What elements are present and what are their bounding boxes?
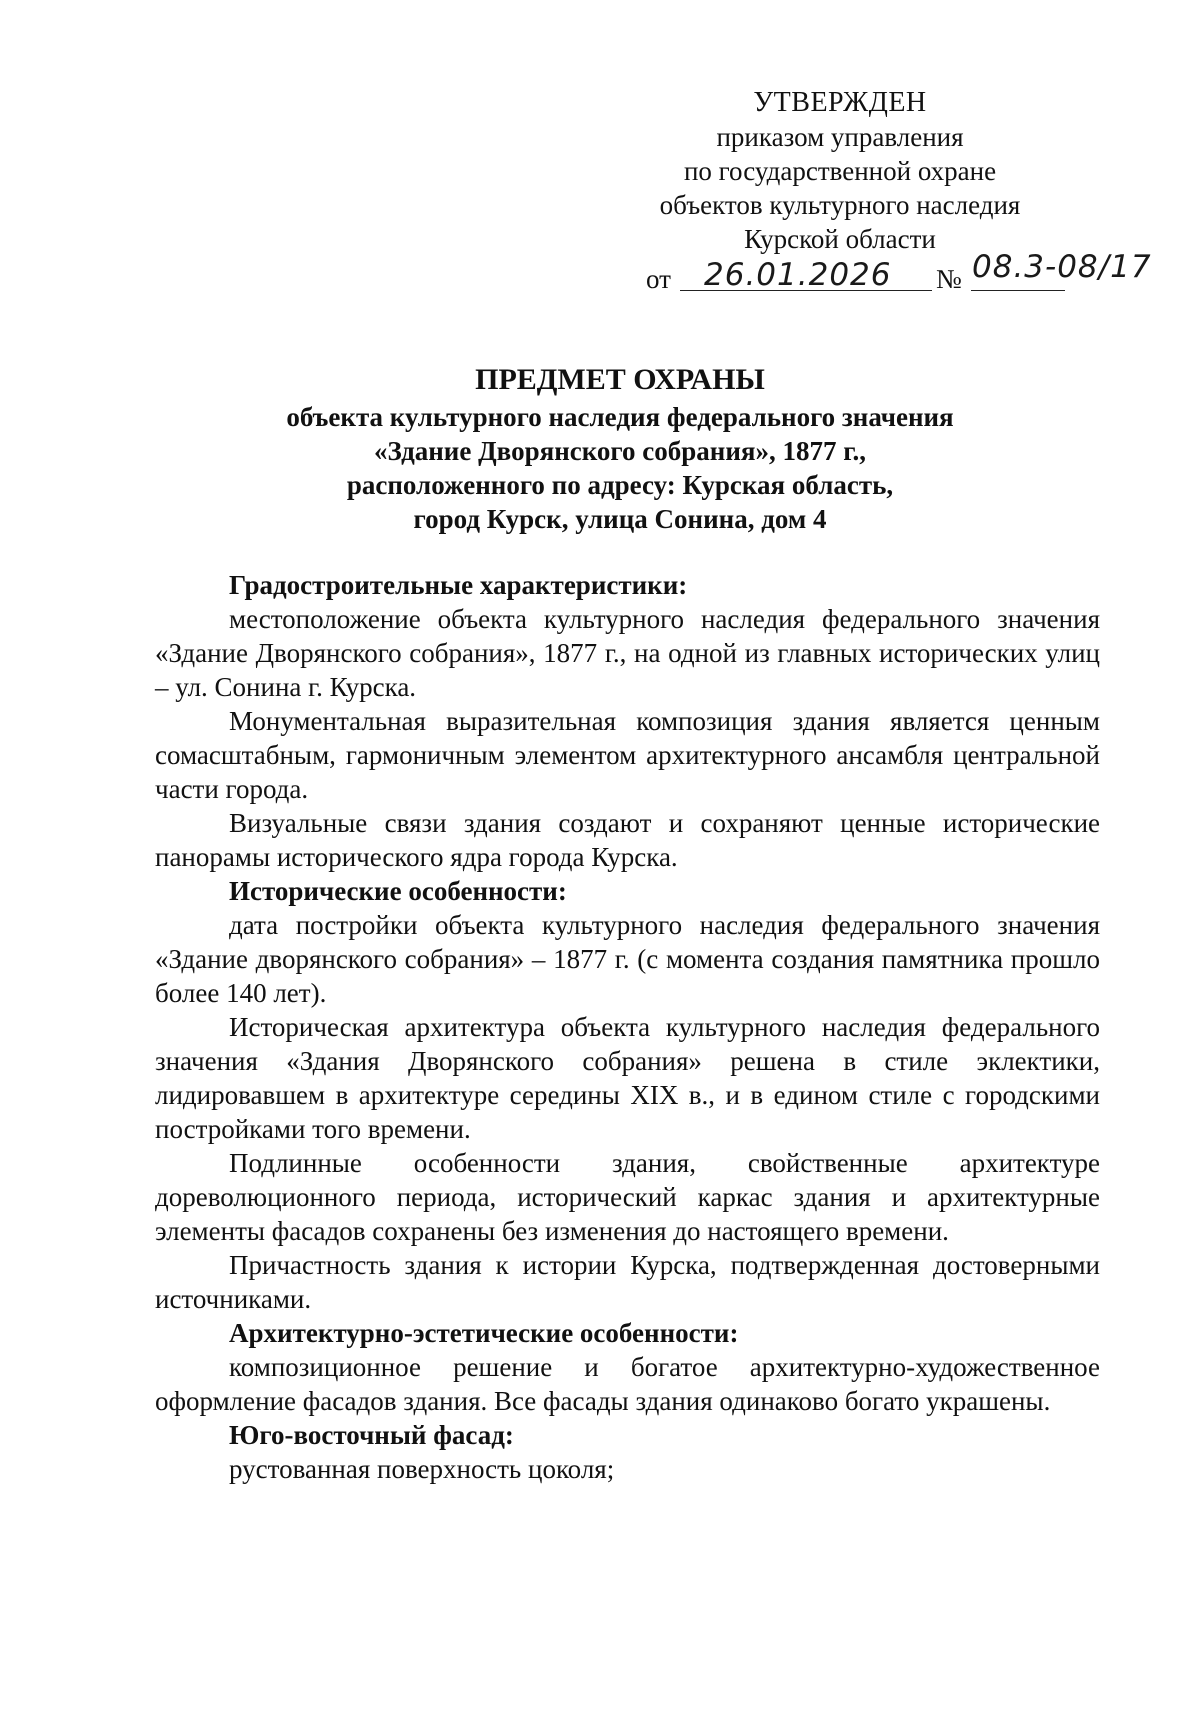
document-title-block (140, 360, 1100, 536)
order-date-number-row (646, 249, 1166, 298)
approval-line: по государственной охране (683, 156, 997, 186)
paragraph: местоположение объекта культурного наследия федерального значения «Здание Дворянского собрания», 1877 г., на одной из главных исторических улиц – ул. Сонина г. Курска. (155, 604, 1100, 702)
date-prefix: от (646, 264, 671, 294)
document-body (155, 568, 1100, 1486)
title-line: расположенного по адресу: Курская область, (346, 470, 894, 500)
approval-block (600, 86, 1080, 256)
paragraph: дата постройки объекта культурного наследия федерального значения «Здание дворянского собрания» – 1877 г. (с момента создания памятника прошло более 140 лет). (155, 910, 1100, 1008)
number-underline (971, 290, 1065, 291)
paragraph: рустованная поверхность цоколя; (229, 1454, 615, 1484)
section-heading-historical: Исторические особенности: (229, 876, 567, 906)
section-heading-urban-planning: Градостроительные характеристики: (229, 570, 688, 600)
paragraph: Подлинные особенности здания, свойственные архитектуре дореволюционного периода, исторический каркас здания и архитектурные элементы фасадов сохранены без изменения до настоящего времени. (155, 1148, 1100, 1246)
paragraph: композиционное решение и богатое архитектурно-художественное оформление фасадов здания. Все фасады здания одинаково богато украшены. (155, 1352, 1100, 1416)
document-title: ПРЕДМЕТ ОХРАНЫ (475, 363, 765, 396)
paragraph: Монументальная выразительная композиция здания является ценным сомасштабным, гармоничным элементом архитектурного ансамбля центральной части города. (155, 706, 1100, 804)
title-line: объекта культурного наследия федерального значения (286, 402, 954, 432)
title-line: «Здание Дворянского собрания», 1877 г., (374, 436, 866, 466)
paragraph: Историческая архитектура объекта культурного наследия федерального значения «Здания Дворянского собрания» решена в стиле эклектики, лидировавшем в архитектуре середины XIX в., и в едином стиле с городскими постройками того времени. (155, 1012, 1100, 1144)
approval-line: приказом управления (716, 122, 964, 152)
approval-line: Курской области (744, 224, 936, 254)
title-line: город Курск, улица Сонина, дом 4 (413, 504, 827, 534)
approval-line: объектов культурного наследия (659, 190, 1021, 220)
handwritten-order-number: 08.3-08/17 (972, 249, 1152, 285)
paragraph: Причастность здания к истории Курска, подтвержденная достоверными источниками. (155, 1250, 1100, 1314)
number-label: № (936, 264, 962, 294)
paragraph: Визуальные связи здания создают и сохраняют ценные исторические панорамы исторического ядра города Курска. (155, 808, 1100, 872)
section-heading-southeast-facade: Юго-восточный фасад: (229, 1420, 514, 1450)
handwritten-date: 26.01.2026 (704, 257, 892, 293)
section-heading-architectural: Архитектурно-эстетические особенности: (229, 1318, 739, 1348)
approval-heading: УТВЕРЖДЕН (753, 87, 927, 118)
